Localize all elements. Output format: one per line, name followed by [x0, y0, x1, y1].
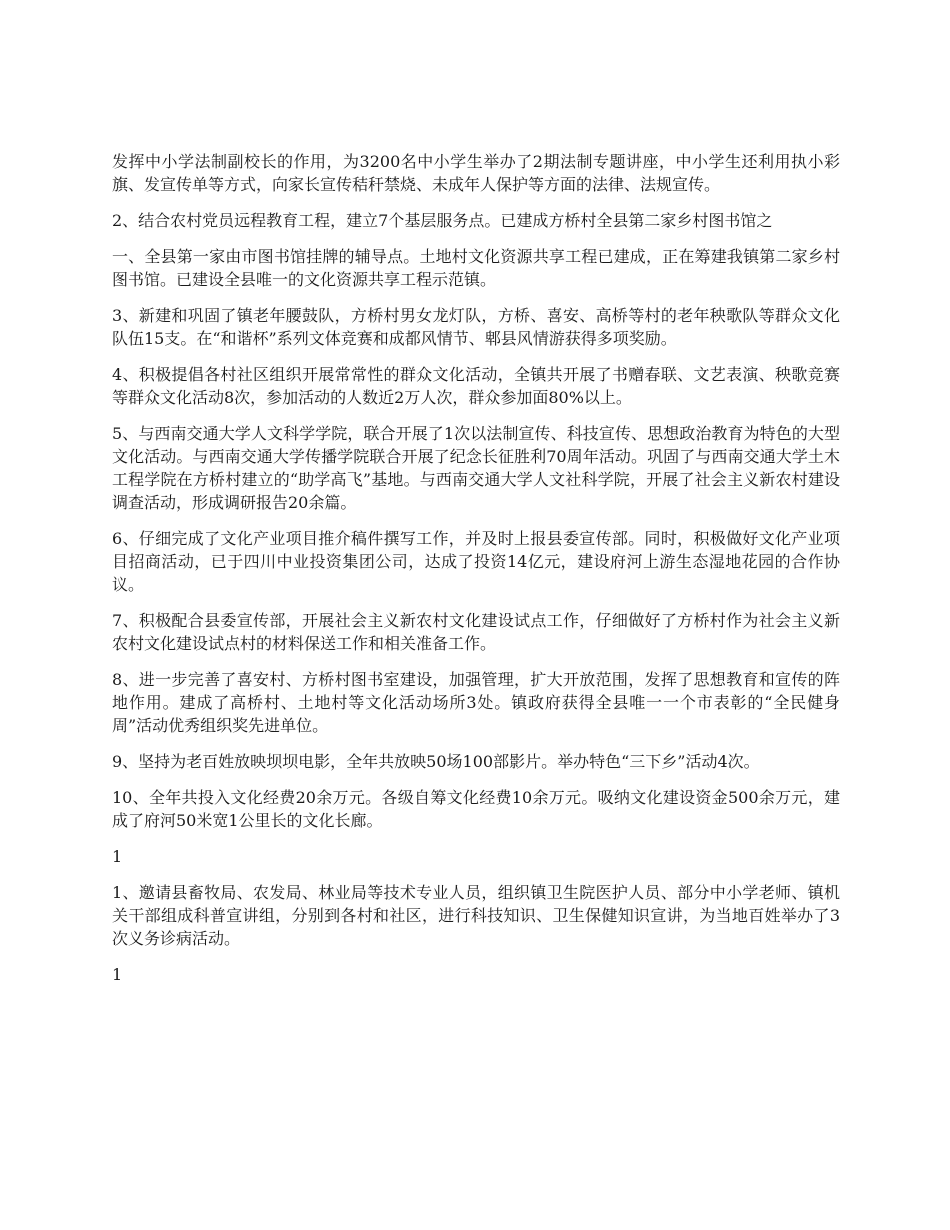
paragraph-10: 9、坚持为老百姓放映坝坝电影，全年共放映50场100部影片。举办特色“三下乡”活动4次。 [112, 752, 760, 771]
paragraph-12: 1、邀请县畜牧局、农发局、林业局等技术专业人员，组织镇卫生院医护人员、部分中小学老师、镇机关干部组成科普宣讲组，分别到各村和社区，进行科技知识、卫生保健知识宣讲，为当地百姓举办了3次义务诊病活动。 [112, 883, 840, 948]
paragraph-5: 4、积极提倡各村社区组织开展常常性的群众文化活动，全镇共开展了书赠春联、文艺表演、秧歌竞赛等群众文化活动8次，参加活动的人数近2万人次，群众参加面80%以上。 [112, 365, 840, 407]
paragraph-3: 一、全县第一家由市图书馆挂牌的辅导点。土地村文化资源共享工程已建成，正在筹建我镇第二家乡村图书馆。已建设全县唯一的文化资源共享工程示范镇。 [112, 247, 840, 289]
page-number-marker: 1 [112, 847, 123, 866]
paragraph-7: 6、仔细完成了文化产业项目推介稿件撰写工作，并及时上报县委宣传部。同时，积极做好文化产业项目招商活动，已于四川中业投资集团公司，达成了投资14亿元，建设府河上游生态湿地花园的合作协议。 [112, 529, 840, 594]
paragraph-1: 发挥中小学法制副校长的作用，为3200名中小学生举办了2期法制专题讲座，中小学生还利用执小彩旗、发宣传单等方式，向家长宣传秸秆禁烧、未成年人保护等方面的法律、法规宣传。 [112, 152, 840, 194]
paragraph-9: 8、进一步完善了喜安村、方桥村图书室建设，加强管理，扩大开放范围，发挥了思想教育和宣传的阵地作用。建成了高桥村、土地村等文化活动场所3处。镇政府获得全县唯一一个市表彰的“全民健身周”活动优秀组织奖先进单位。 [112, 670, 840, 735]
page-number-marker-2: 1 [112, 965, 123, 984]
paragraph-2: 2、结合农村党员远程教育工程，建立7个基层服务点。已建成方桥村全县第二家乡村图书馆之 [112, 211, 773, 230]
paragraph-11: 10、全年共投入文化经费20余万元。各级自筹文化经费10余万元。吸纳文化建设资金500余万元，建成了府河50米宽1公里长的文化长廊。 [112, 788, 840, 830]
paragraph-6: 5、与西南交通大学人文科学学院，联合开展了1次以法制宣传、科技宣传、思想政治教育为特色的大型文化活动。与西南交通大学传播学院联合开展了纪念长征胜利70周年活动。巩固了与西南交通大学土木工程学院在方桥村建立的“助学高飞”基地。与西南交通大学人文社科学院，开展了社会主义新农村建设调查活动，形成调研报告20余篇。 [112, 424, 840, 512]
document-body [112, 150, 840, 999]
paragraph-8: 7、积极配合县委宣传部，开展社会主义新农村文化建设试点工作，仔细做好了方桥村作为社会主义新农村文化建设试点村的材料保送工作和相关准备工作。 [112, 611, 840, 653]
paragraph-4: 3、新建和巩固了镇老年腰鼓队，方桥村男女龙灯队，方桥、喜安、高桥等村的老年秧歌队等群众文化队伍15支。在“和谐杯”系列文体竞赛和成都风情节、郫县风情游获得多项奖励。 [112, 306, 840, 348]
